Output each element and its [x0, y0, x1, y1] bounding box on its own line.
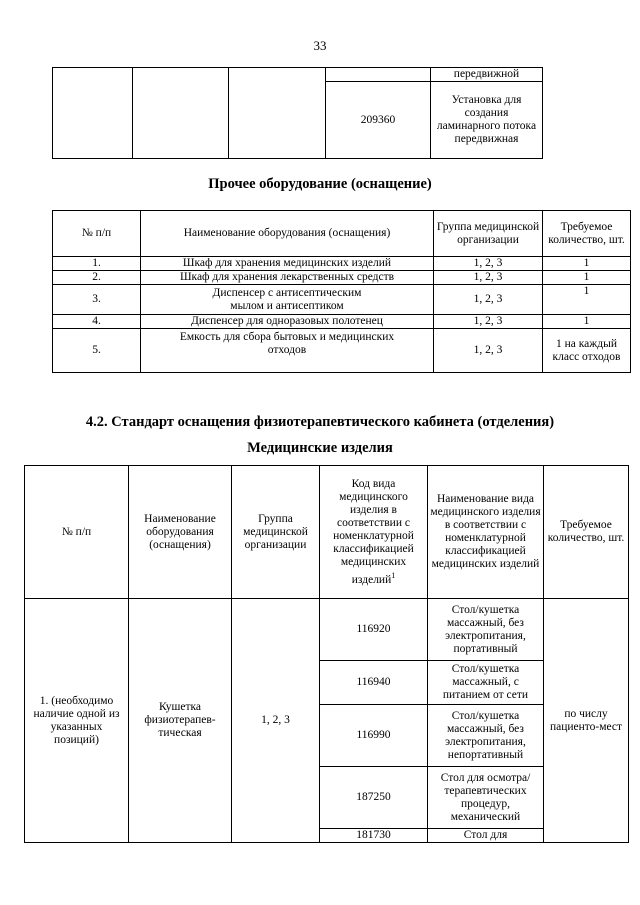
table-row: 2. Шкаф для хранения лекарственных средств 1, 2, 3 1: [53, 271, 631, 285]
item-group-cell: 1, 2, 3: [232, 599, 320, 843]
code-cell: 187250: [320, 767, 428, 829]
kind-cell: Установка для создания ламинарного потока передвижная: [431, 82, 543, 159]
table-row: 4. Диспенсер для одноразовых полотенец 1, 2, 3 1: [53, 315, 631, 329]
kind-cell: Стол для: [428, 829, 544, 843]
header-group: Группа медицинской организации: [434, 211, 543, 257]
code-cell: 181730: [320, 829, 428, 843]
kind-cell: Стол/кушетка массажный, без электропитания, портативный: [428, 599, 544, 661]
item-name-cell: Кушетка физиотерапев-тическая: [129, 599, 232, 843]
header-code: Код вида медицинского изделия в соответствии с номенклатурной классификацией медицинских изделий$^1$: [320, 466, 428, 599]
kind-cell: Стол/кушетка массажный, с питанием от сети: [428, 661, 544, 705]
header-qty: Требуемое количество, шт.: [544, 466, 629, 599]
table-header-row: [25, 466, 629, 599]
table-row: [25, 599, 629, 661]
kind-cell: Стол/кушетка массажный, без электропитания, непортативный: [428, 705, 544, 767]
kind-cell: передвижной: [431, 68, 543, 82]
header-name: Наименование оборудования (оснащения): [129, 466, 232, 599]
code-cell: 116990: [320, 705, 428, 767]
kind-cell: Стол для осмотра/ терапевтических процедур, механический: [428, 767, 544, 829]
item-num-cell: 1. (необходимо наличие одной из указанных позиций): [25, 599, 129, 843]
table-row: 1. Шкаф для хранения медицинских изделий 1, 2, 3 1: [53, 257, 631, 271]
header-qty: Требуемое количество, шт.: [543, 211, 631, 257]
code-cell: 116920: [320, 599, 428, 661]
section-subtitle-medical-devices: Медицинские изделия: [247, 440, 393, 456]
footnote-marker: 1: [391, 570, 396, 580]
medical-devices-table: [24, 465, 629, 843]
code-cell: 116940: [320, 661, 428, 705]
table-row: 3. Диспенсер с антисептическим мылом и антисептиком 1, 2, 3 1: [53, 285, 631, 315]
code-cell: 209360: [326, 82, 431, 159]
header-group: Группа медицинской организации: [232, 466, 320, 599]
page-number: 33: [313, 38, 327, 53]
header-num: № п/п: [53, 211, 141, 257]
item-qty-cell: по числу пациенто-мест: [544, 599, 629, 843]
table-row: 5. Емкость для сбора бытовых и медицинских отходов 1, 2, 3 1 на каждый класс отходов: [53, 329, 631, 373]
section-title-other-equipment: Прочее оборудование (оснащение): [208, 176, 432, 192]
continuation-table: [52, 67, 543, 159]
other-equipment-table: [52, 210, 631, 373]
table-header-row: [53, 211, 631, 257]
section-title-physio-standard: 4.2. Стандарт оснащения физиотерапевтического кабинета (отделения): [85, 414, 555, 430]
header-num: № п/п: [25, 466, 129, 599]
header-name: Наименование оборудования (оснащения): [141, 211, 434, 257]
table-row: [53, 68, 543, 82]
header-kind: Наименование вида медицинского изделия в соответствии с номенклатурной классификацией медицинских изделий: [428, 466, 544, 599]
